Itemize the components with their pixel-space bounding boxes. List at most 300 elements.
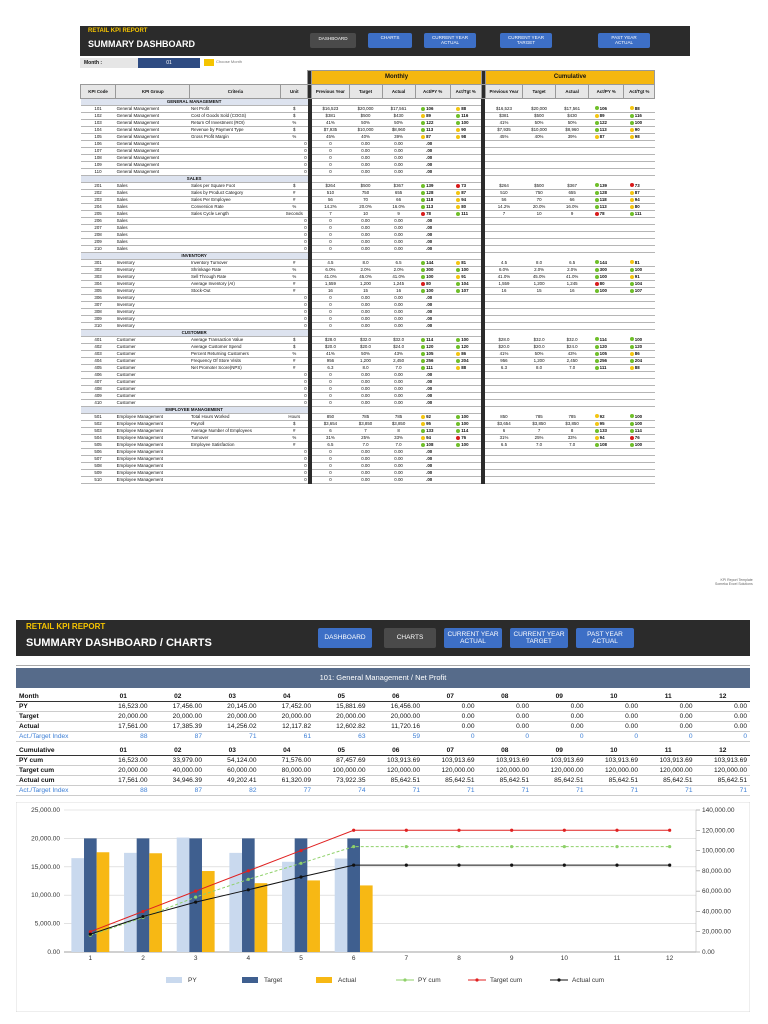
kpi-criteria: Net Profit	[190, 106, 281, 113]
target-value: 1,200	[349, 281, 382, 288]
target-value: 785	[349, 414, 382, 421]
kpi-row	[81, 295, 691, 302]
indicator-value: .00	[426, 477, 433, 482]
cum-act-py-indicator	[589, 169, 624, 176]
actual-value: 0.00	[382, 463, 415, 470]
previous-year-value: 0	[312, 232, 349, 239]
cell-value: 04	[260, 692, 315, 702]
cell-value: 04	[260, 746, 315, 756]
cell-value: 20,000.00	[96, 765, 151, 775]
nav-current-year-actual-button[interactable]: CURRENT YEAR ACTUAL	[444, 628, 502, 648]
cum-previous-year-value: 6.5	[485, 442, 522, 449]
cum-actual-value	[556, 379, 589, 386]
kpi-criteria	[190, 309, 281, 316]
indicator-value: .00	[426, 169, 433, 174]
cum-previous-year-value	[485, 456, 522, 463]
kpi-unit: 0	[281, 477, 308, 484]
kpi-criteria	[190, 239, 281, 246]
act-py-indicator	[415, 281, 450, 288]
cum-act-py-indicator	[589, 295, 624, 302]
row-spacer	[655, 456, 690, 463]
cum-actual-value: 7.0	[556, 365, 589, 372]
status-dot-icon	[595, 345, 599, 349]
status-dot-icon	[595, 268, 599, 272]
line-point	[563, 845, 566, 848]
indicator-value: 133	[599, 428, 607, 433]
cum-previous-year-value: 41%	[485, 351, 522, 358]
status-dot-icon	[421, 240, 425, 244]
act-py-indicator	[415, 372, 450, 379]
indicator-value: 144	[599, 259, 607, 265]
kpi-group: Inventory	[116, 267, 190, 274]
indicator-value: 100	[634, 336, 643, 342]
indicator-value: 120	[634, 344, 643, 349]
kpi-group: General Management	[116, 106, 190, 113]
cum-previous-year-value: $3,654	[485, 421, 522, 428]
section-row	[81, 253, 691, 260]
right-tick-label: 60,000.00	[702, 887, 731, 895]
indicator-value: 100	[461, 442, 469, 447]
status-dot-icon	[630, 183, 634, 187]
status-dot-icon	[421, 212, 425, 216]
kpi-criteria: Gross Profit Margin	[190, 134, 281, 141]
cum-previous-year-value: 956	[485, 358, 522, 365]
indicator-value: .00	[426, 232, 433, 237]
row-spacer	[655, 281, 690, 288]
cell-value: 71	[696, 785, 751, 795]
previous-year-value: 0	[312, 463, 349, 470]
status-dot-icon	[421, 373, 425, 377]
cell-value: 02	[151, 746, 206, 756]
previous-year-value: 0	[312, 169, 349, 176]
row-spacer	[655, 274, 690, 281]
cum-act-tgt-indicator	[624, 470, 655, 477]
target-value: 0.00	[349, 449, 382, 456]
kpi-criteria: Payroll	[190, 421, 281, 428]
table-row	[16, 755, 750, 765]
cum-act-py-indicator	[589, 456, 624, 463]
actual-value: $367	[382, 183, 415, 190]
cum-actual-value	[556, 477, 589, 484]
kpi-unit: Hours	[281, 414, 308, 421]
kpi-row	[81, 162, 691, 169]
kpi-row	[81, 225, 691, 232]
cell-value: 0.00	[641, 722, 696, 732]
cum-act-py-indicator	[589, 267, 624, 274]
cum-target-value: $3,850	[523, 421, 556, 428]
kpi-code: 107	[81, 148, 116, 155]
cum-act-tgt-indicator	[624, 183, 655, 190]
cum-actual-value	[556, 148, 589, 155]
cell-value: 88	[96, 785, 151, 795]
kpi-group: Employee Management	[116, 442, 190, 449]
cum-previous-year-value	[485, 393, 522, 400]
indicator-value: .00	[426, 218, 433, 223]
previous-year-value: 0	[312, 239, 349, 246]
cum-actual-value	[556, 386, 589, 393]
kpi-criteria	[190, 148, 281, 155]
status-dot-icon	[456, 352, 460, 356]
bar-actual	[360, 885, 373, 952]
line-point	[510, 828, 513, 831]
kpi-code: 305	[81, 288, 116, 295]
indicator-value: 139	[426, 183, 434, 188]
cell-value: 100,000.00	[314, 765, 369, 775]
kpi-unit: #	[281, 358, 308, 365]
cum-act-py-indicator	[589, 288, 624, 295]
bar-target	[295, 838, 308, 952]
cell-value: 103,913.69	[369, 755, 424, 765]
cum-act-py-indicator	[589, 281, 624, 288]
status-dot-icon	[630, 337, 634, 341]
kpi-row	[81, 281, 691, 288]
kpi-criteria: Sales by Product Category	[190, 190, 281, 197]
act-py-indicator	[415, 155, 450, 162]
cell-value: 71	[641, 785, 696, 795]
target-value: 50%	[349, 120, 382, 127]
cum-previous-year-value: 4.5	[485, 260, 522, 267]
cum-target-value: 7	[523, 428, 556, 435]
cell-value: 54,124.00	[205, 755, 260, 765]
cell-value: 11	[641, 692, 696, 702]
status-dot-icon	[630, 443, 634, 447]
line-point	[510, 863, 513, 866]
cell-value: 0	[423, 732, 478, 742]
status-dot-icon	[421, 443, 425, 447]
target-value: 25%	[349, 435, 382, 442]
act-py-indicator	[415, 428, 450, 435]
kpi-code: 201	[81, 183, 116, 190]
indicator-value: 87	[426, 134, 431, 139]
indicator-value: 90	[461, 127, 467, 132]
actual-value: 0.00	[382, 302, 415, 309]
cell-value: 17,456.00	[151, 702, 206, 712]
kpi-criteria: Conversion Rate	[190, 204, 281, 211]
cum-act-tgt-indicator	[624, 127, 655, 134]
cum-target-value: 15	[523, 288, 556, 295]
status-dot-icon	[421, 359, 425, 363]
nav-current-year-target-button[interactable]: CURRENT YEAR TARGET	[500, 33, 552, 48]
status-dot-icon	[630, 275, 634, 279]
cum-act-tgt-indicator	[624, 344, 655, 351]
previous-year-value: 0	[312, 400, 349, 407]
kpi-criteria: Employee Satisfaction	[190, 442, 281, 449]
kpi-unit: $	[281, 421, 308, 428]
kpi-criteria	[190, 470, 281, 477]
status-dot-icon	[595, 205, 599, 209]
status-dot-icon	[421, 170, 425, 174]
indicator-value: 100	[461, 421, 469, 426]
cell-value: 87	[151, 785, 206, 795]
cum-target-value	[523, 309, 556, 316]
kpi-row	[81, 106, 691, 113]
bar-actual	[307, 880, 320, 952]
kpi-group: Sales	[116, 197, 190, 204]
cum-target-value: $32.0	[523, 337, 556, 344]
cum-act-py-indicator	[589, 141, 624, 148]
nav-past-year-actual-button[interactable]: PAST YEAR ACTUAL	[576, 628, 634, 648]
status-dot-icon	[630, 352, 634, 356]
target-value: 2.0%	[349, 267, 382, 274]
cumulative-header-row	[16, 746, 750, 756]
status-dot-icon	[630, 205, 634, 209]
previous-year-value: 0	[312, 155, 349, 162]
indicator-value: 94	[634, 197, 640, 202]
indicator-value: 120	[599, 344, 607, 349]
line-point	[247, 877, 250, 880]
row-spacer	[655, 225, 690, 232]
indicator-value: .00	[426, 386, 433, 391]
cum-actual-value	[556, 393, 589, 400]
kpi-row	[81, 302, 691, 309]
row-spacer	[655, 204, 690, 211]
status-dot-icon	[421, 317, 425, 321]
cum-act-py-indicator	[589, 477, 624, 484]
cum-act-tgt-indicator	[624, 316, 655, 323]
cell-value: 0.00	[641, 702, 696, 712]
nav-dashboard-button[interactable]: DASHBOARD	[318, 628, 372, 648]
section-title: EMPLOYEE MANAGEMENT	[81, 407, 308, 414]
left-tick-label: 15,000.00	[31, 863, 60, 871]
cum-actual-value: $367	[556, 183, 589, 190]
row-spacer	[655, 155, 690, 162]
kpi-unit: %	[281, 204, 308, 211]
row-label: PY	[16, 702, 96, 712]
act-py-indicator	[415, 190, 450, 197]
kpi-row	[81, 344, 691, 351]
status-dot-icon	[456, 107, 460, 111]
indicator-value: 116	[461, 113, 469, 118]
act-tgt-indicator	[450, 218, 481, 225]
cum-previous-year-value: $264	[485, 183, 522, 190]
column-header: Target	[523, 85, 556, 99]
cell-value: 61,320.09	[260, 775, 315, 785]
cum-act-py-indicator	[589, 127, 624, 134]
cell-value: 85,642.51	[369, 775, 424, 785]
cum-actual-value	[556, 372, 589, 379]
line-point	[615, 845, 618, 848]
cell-value: 01	[96, 746, 151, 756]
indicator-value: .00	[426, 309, 433, 314]
cell-value: 120,000.00	[532, 765, 587, 775]
actual-value: 0.00	[382, 477, 415, 484]
cell-value: 0	[587, 732, 642, 742]
cum-target-value	[523, 148, 556, 155]
cell-value: 120,000.00	[696, 765, 751, 775]
cum-act-py-indicator	[589, 435, 624, 442]
previous-year-value: 7	[312, 211, 349, 218]
cum-act-tgt-indicator	[624, 435, 655, 442]
line-point	[352, 863, 355, 866]
line-point	[141, 914, 144, 917]
indicator-value: 118	[426, 197, 434, 202]
page-title: SUMMARY DASHBOARD / CHARTS	[26, 637, 212, 649]
act-py-indicator	[415, 414, 450, 421]
indicator-value: 81	[634, 259, 640, 265]
cum-target-value	[523, 449, 556, 456]
kpi-group: General Management	[116, 127, 190, 134]
indicator-value: 120	[426, 344, 434, 349]
nav-current-year-target-button[interactable]: CURRENT YEAR TARGET	[510, 628, 568, 648]
status-dot-icon	[595, 443, 599, 447]
status-dot-icon	[421, 184, 425, 188]
cell-value: 05	[314, 692, 369, 702]
month-select[interactable]: 01	[138, 58, 200, 68]
cum-act-py-indicator	[589, 183, 624, 190]
section-row	[81, 330, 691, 337]
act-tgt-indicator	[450, 113, 481, 120]
kpi-group: Inventory	[116, 309, 190, 316]
kpi-criteria	[190, 169, 281, 176]
row-spacer	[655, 267, 690, 274]
cum-target-value	[523, 155, 556, 162]
kpi-group: Employee Management	[116, 470, 190, 477]
cum-act-tgt-indicator	[624, 267, 655, 274]
cum-previous-year-value	[485, 316, 522, 323]
act-tgt-indicator	[450, 183, 481, 190]
legend-swatch	[242, 977, 258, 983]
nav-current-year-actual-button[interactable]: CURRENT YEAR ACTUAL	[424, 33, 476, 48]
dashboard-header	[80, 26, 690, 56]
chart-svg	[16, 802, 750, 1012]
cell-value: 73,922.35	[314, 775, 369, 785]
status-dot-icon	[595, 289, 599, 293]
indicator-value: 120	[461, 344, 469, 349]
indicator-value: 106	[426, 106, 434, 111]
cell-value: 0.00	[423, 712, 478, 722]
nav-past-year-actual-button[interactable]: PAST YEAR ACTUAL	[598, 33, 650, 48]
cell-value: 82	[205, 785, 260, 795]
kpi-criteria: Sales Cycle Length	[190, 211, 281, 218]
status-dot-icon	[595, 106, 599, 110]
cum-previous-year-value: 41.0%	[485, 274, 522, 281]
cum-act-tgt-indicator	[624, 442, 655, 449]
cum-act-py-indicator	[589, 337, 624, 344]
cum-act-py-indicator	[589, 379, 624, 386]
kpi-unit: #	[281, 260, 308, 267]
kpi-criteria	[190, 225, 281, 232]
target-value: $10,000	[349, 127, 382, 134]
cum-actual-value: 785	[556, 414, 589, 421]
indicator-value: 86	[634, 351, 640, 356]
status-dot-icon	[456, 345, 460, 349]
cum-target-value: $500	[523, 113, 556, 120]
kpi-code: 503	[81, 428, 116, 435]
cum-act-tgt-indicator	[624, 225, 655, 232]
status-dot-icon	[630, 268, 634, 272]
target-value: 0.00	[349, 456, 382, 463]
status-dot-icon	[421, 324, 425, 328]
cell-value: 87	[151, 732, 206, 742]
cum-act-tgt-indicator	[624, 134, 655, 141]
cum-act-py-indicator	[589, 197, 624, 204]
act-tgt-indicator	[450, 337, 481, 344]
act-py-indicator	[415, 442, 450, 449]
kpi-code: 206	[81, 218, 116, 225]
act-py-indicator	[415, 449, 450, 456]
kpi-code: 101	[81, 106, 116, 113]
cum-previous-year-value	[485, 141, 522, 148]
line-point	[668, 863, 671, 866]
kpi-group: Employee Management	[116, 428, 190, 435]
kpi-group: Inventory	[116, 281, 190, 288]
left-tick-label: 25,000.00	[31, 806, 60, 814]
row-spacer	[655, 477, 690, 484]
header-spacer	[81, 71, 308, 85]
target-value: $3,850	[349, 421, 382, 428]
kpi-criteria: Average Customer Spend	[190, 344, 281, 351]
target-value: 10	[349, 211, 382, 218]
indicator-value: 108	[426, 442, 434, 447]
status-dot-icon	[630, 114, 634, 118]
kpi-group: Employee Management	[116, 414, 190, 421]
kpi-code: 208	[81, 232, 116, 239]
cum-actual-value: $17,561	[556, 106, 589, 113]
target-value: 0.00	[349, 379, 382, 386]
indicator-value: 107	[634, 288, 643, 293]
kpi-criteria: Stock-Out	[190, 288, 281, 295]
cell-value: 06	[369, 692, 424, 702]
kpi-group: Sales	[116, 183, 190, 190]
kpi-code: 508	[81, 463, 116, 470]
nav-charts-button[interactable]: CHARTS	[384, 628, 436, 648]
status-dot-icon	[421, 114, 425, 118]
act-py-indicator	[415, 127, 450, 134]
nav-charts-button[interactable]: CHARTS	[368, 33, 412, 48]
kpi-unit: %	[281, 267, 308, 274]
cum-act-tgt-indicator	[624, 120, 655, 127]
status-dot-icon	[421, 268, 425, 272]
indicator-value: 100	[426, 274, 434, 279]
act-py-indicator	[415, 421, 450, 428]
nav-dashboard-button[interactable]: DASHBOARD	[310, 33, 356, 48]
cum-previous-year-value	[485, 148, 522, 155]
bar-py	[282, 861, 295, 951]
kpi-criteria	[190, 218, 281, 225]
act-tgt-indicator	[450, 225, 481, 232]
cell-value: 80,000.00	[260, 765, 315, 775]
status-dot-icon	[421, 191, 425, 195]
right-tick-label: 40,000.00	[702, 907, 731, 915]
target-value: 40%	[349, 134, 382, 141]
cell-value: 120,000.00	[423, 765, 478, 775]
row-label: Act./Target Index	[16, 785, 96, 795]
cell-value: 60,000.00	[205, 765, 260, 775]
actual-value: 0.00	[382, 148, 415, 155]
cum-act-tgt-indicator	[624, 169, 655, 176]
kpi-code: 504	[81, 435, 116, 442]
cum-act-tgt-indicator	[624, 393, 655, 400]
kpi-unit: $	[281, 113, 308, 120]
chart-title: 101: General Management / Net Profit	[16, 668, 750, 688]
kpi-unit: 0	[281, 225, 308, 232]
kpi-criteria: Average Number of Employees	[190, 428, 281, 435]
target-value: 750	[349, 190, 382, 197]
kpi-unit: 0	[281, 463, 308, 470]
act-py-indicator	[415, 337, 450, 344]
actual-value: 2.0%	[382, 267, 415, 274]
header-spacer	[655, 71, 690, 85]
cum-target-value: 750	[523, 190, 556, 197]
month-header-row	[16, 692, 750, 702]
status-dot-icon	[421, 380, 425, 384]
act-py-indicator	[415, 120, 450, 127]
cum-actual-value	[556, 232, 589, 239]
status-dot-icon	[630, 366, 634, 370]
actual-value: 0.00	[382, 316, 415, 323]
indicator-value: 73	[461, 183, 467, 188]
column-header: Target	[349, 85, 382, 99]
